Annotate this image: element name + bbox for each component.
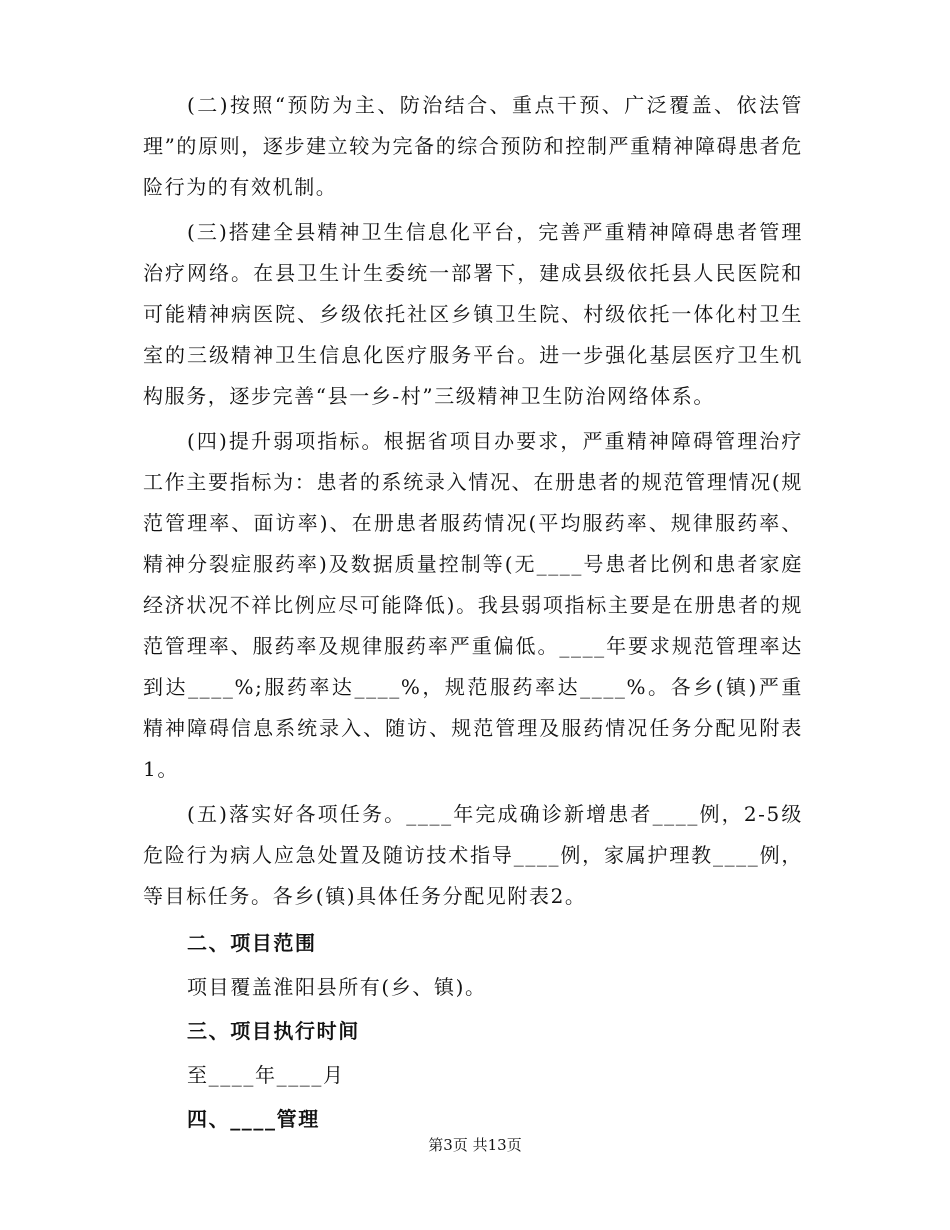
heading-management: 四、____管理 [187, 1107, 320, 1131]
page-number-footer: 第3页 共13页 [428, 1136, 522, 1154]
paragraph-principles: (二)按照“预防为主、防治结合、重点干预、广泛覆盖、依法管理”的原则，逐步建立较为完备的综合预防和控制严重精神障碍患者危险行为的有效机制。 [143, 93, 803, 199]
paragraph-indicators: (四)提升弱项指标。根据省项目办要求，严重精神障碍管理治疗工作主要指标为：患者的系统录入情况、在册患者的规范管理情况(规范管理率、面访率)、在册患者服药情况(平均服药率、规律服药率、精神分裂症服药率)及数据质量控制等(无____号患者比例和患者家庭经济状况不祥比例应尽可能降低)。我县弱项指标主要是在册患者的规范管理率、服药率及规律服药率严重偏低。____年要求规范管理率达到达____%;服药率达____%，规范服药率达____%。各乡(镇)严重精神障碍信息系统录入、随访、规范管理及服药情况任务分配见附表1。 [143, 429, 803, 781]
heading-project-scope: 二、项目范围 [187, 931, 317, 955]
paragraph-platform: (三)搭建全县精神卫生信息化平台，完善严重精神障碍患者管理治疗网络。在县卫生计生委统一部署下，建成县级依托县人民医院和可能精神病医院、乡级依托社区乡镇卫生院、村级依托一体化村卫生室的三级精神卫生信息化医疗服务平台。进一步强化基层医疗卫生机构服务，逐步完善“县一乡-村”三级精神卫生防治网络体系。 [143, 220, 803, 408]
heading-execution-time: 三、项目执行时间 [187, 1019, 360, 1043]
document-body [143, 85, 803, 1141]
paragraph-tasks: (五)落实好各项任务。____年完成确诊新增患者____例，2-5级危险行为病人应急处置及随访技术指导____例，家属护理教____例，等目标任务。各乡(镇)具体任务分配见附表2。 [143, 802, 803, 908]
text-execution-time: 至____年____月 [187, 1063, 345, 1087]
text-project-scope: 项目覆盖淮阳县所有(乡、镇)。 [187, 975, 487, 999]
